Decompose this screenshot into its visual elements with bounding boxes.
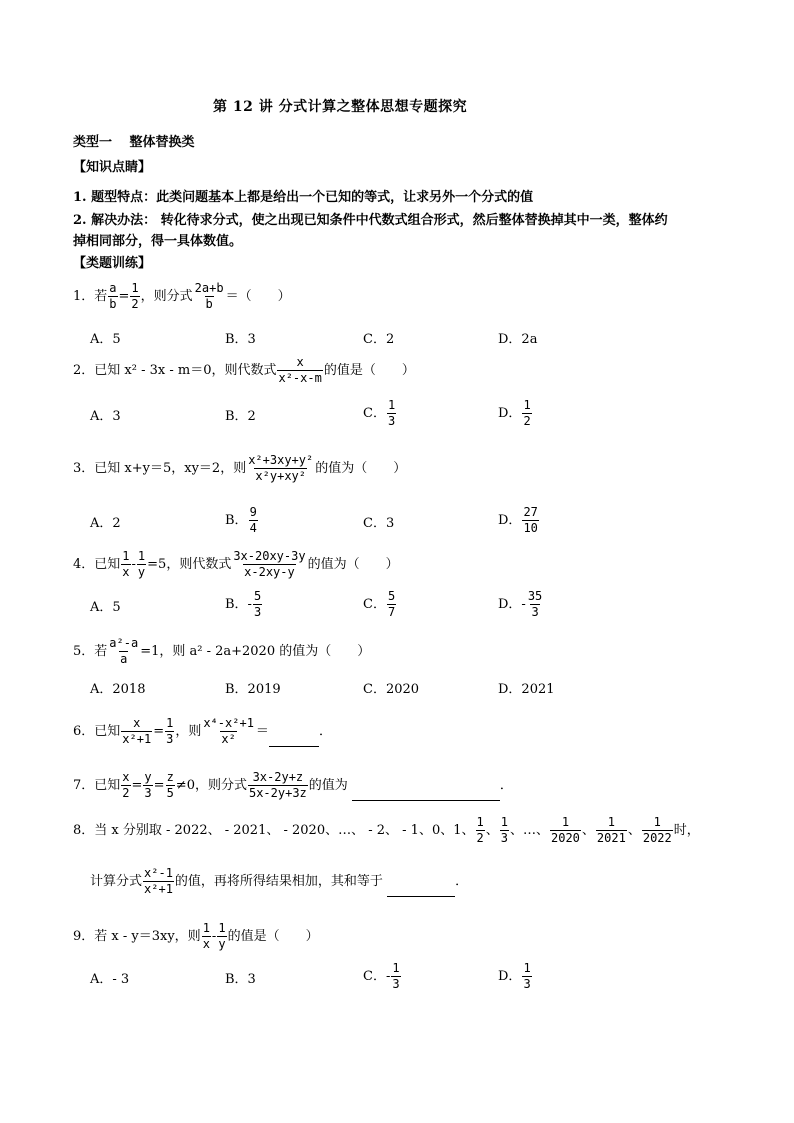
q5-option-c: C．2020 [363,682,420,697]
q6-target-fraction: $\frac{\text{x⁴-x²+1}}{\text{x²}}$ [203,716,254,746]
question-3: 3．已知 x+y＝5，xy＝2，则 $\frac{\text{x²+3xy+y²}}{\text{x²y+xy²}}$ 的值为（ ） [73,453,407,483]
q1-prefix: 1．若 [73,289,108,304]
q6-answer-blank[interactable] [269,746,319,747]
q3-option-d: D． $\frac{27}{10}$ [498,505,538,535]
point-2-line-1: 2. 解决办法： 转化待求分式，使之出现已知条件中代数式组合形式，然后整体替换掉其中一类，整体约 [73,213,668,228]
q4-option-d: D．- $\frac{35}{3}$ [498,589,543,619]
q7-target-fraction: $\frac{3x-2y+z}{5x-2y+3z}$ [248,770,307,800]
point-1: 1. 题型特点：此类问题基本上都是给出一个已知的等式，让求另外一个分式的值 [73,190,534,205]
q3-option-c: C．3 [363,516,395,531]
question-8-line-2: 计算分式 $\frac{\text{x²-1}}{\text{x²+1}}$ 的值，再将所得结果相加，其和等于 ． [90,866,469,896]
question-6: 6．已知 $\frac{x}{\text{x²+1}}$ = $\frac{1}{3}$ ，则 $\frac{\text{x⁴-x²+1}}{\text{x²}}$ ＝ ． [73,716,332,746]
q5-option-a: A．2018 [90,682,146,697]
question-9: 9．若 x - y＝3xy，则 $\frac{1}{x}$ - $\frac{1}{y}$ 的值是（ ） [73,921,319,951]
q3-target-fraction: $\frac{\text{x²+3xy+y²}}{\text{x²y+xy²}}$ [248,453,314,483]
q2-target-fraction: $\frac{x}{\text{x²-x-m}}$ [278,355,322,385]
question-1: 1．若 $\frac{a}{b}$ = $\frac{1}{2}$ ，则分式 $\frac{2a+b}{b}$ ＝（ ） [73,281,291,311]
q5-option-d: D．2021 [498,682,555,697]
q9-option-a: A．- 3 [90,972,130,987]
knowledge-header: 【知识点睛】 [73,160,152,175]
question-4: 4．已知 $\frac{1}{x}$ - $\frac{1}{y}$ =5，则代数式 $\frac{3x-20xy-3y}{x-2xy-y}$ 的值为（ ） [73,549,399,579]
page-title: 第 12 讲 分式计算之整体思想专题探究 [213,99,468,115]
q9-option-d: D． $\frac{1}{3}$ [498,961,531,991]
q2-option-b: B．2 [225,409,256,424]
question-7: 7．已知 $\frac{x}{2}$ = $\frac{y}{3}$ = $\frac{z}{5}$ ≠0，则分式 $\frac{3x-2y+z}{5x-2y+3z}$ 的值为 ． [73,770,513,800]
question-2: 2．已知 x² - 3x - m＝0，则代数式 $\frac{x}{\text{x²-x-m}}$ 的值是（ ） [73,355,415,385]
point-2-line-2: 掉相同部分，得一具体数值。 [73,234,243,249]
q4-option-c: C． $\frac{5}{7}$ [363,589,396,619]
q4-target-fraction: $\frac{3x-20xy-3y}{x-2xy-y}$ [233,549,306,579]
q5-option-b: B．2019 [225,682,281,697]
q3-option-b: B． $\frac{9}{4}$ [225,505,257,535]
q3-option-a: A．2 [90,516,121,531]
question-5: 5．若 $\frac{\text{a²-a}}{a}$ =1，则 a² - 2a+2020 的值为（ ） [73,636,371,666]
q1-option-a: A．5 [90,332,121,347]
q1-option-d: D．2a [498,332,538,347]
q7-answer-blank[interactable] [352,800,500,801]
q1-option-b: B．3 [225,332,256,347]
q1-option-c: C．2 [363,332,395,347]
q8-target-fraction: $\frac{\text{x²-1}}{\text{x²+1}}$ [144,866,173,896]
q2-option-c: C． $\frac{1}{3}$ [363,398,396,428]
training-header: 【类题训练】 [73,256,152,271]
q4-option-a: A．5 [90,600,121,615]
section-heading: 类型一 整体替换类 [73,135,195,150]
q2-option-d: D． $\frac{1}{2}$ [498,398,531,428]
q8-answer-blank[interactable] [387,896,455,897]
q5-given-fraction: $\frac{\text{a²-a}}{a}$ [109,636,139,666]
q4-option-b: B．- $\frac{5}{3}$ [225,589,262,619]
q1-target-fraction: $\frac{2a+b}{b}$ [194,281,224,311]
q9-option-c: C．- $\frac{1}{3}$ [363,961,400,991]
q2-option-a: A．3 [90,409,121,424]
q9-option-b: B．3 [225,972,256,987]
question-8: 8．当 x 分别取 - 2022、 - 2021、 - 2020、…、 - 2、 - 1、0、1、 $\frac{1}{2}$ 、 $\frac{1}{3}$ 、…、 $\frac{1}{2020}$ 、 $\frac{1}{2021}$ 、 $\frac{1}{2022}$ 时， [73,815,700,845]
q1-fraction-a-b: $\frac{a}{b}$ [109,281,117,311]
q1-fraction-half: $\frac{1}{2}$ [131,281,139,311]
